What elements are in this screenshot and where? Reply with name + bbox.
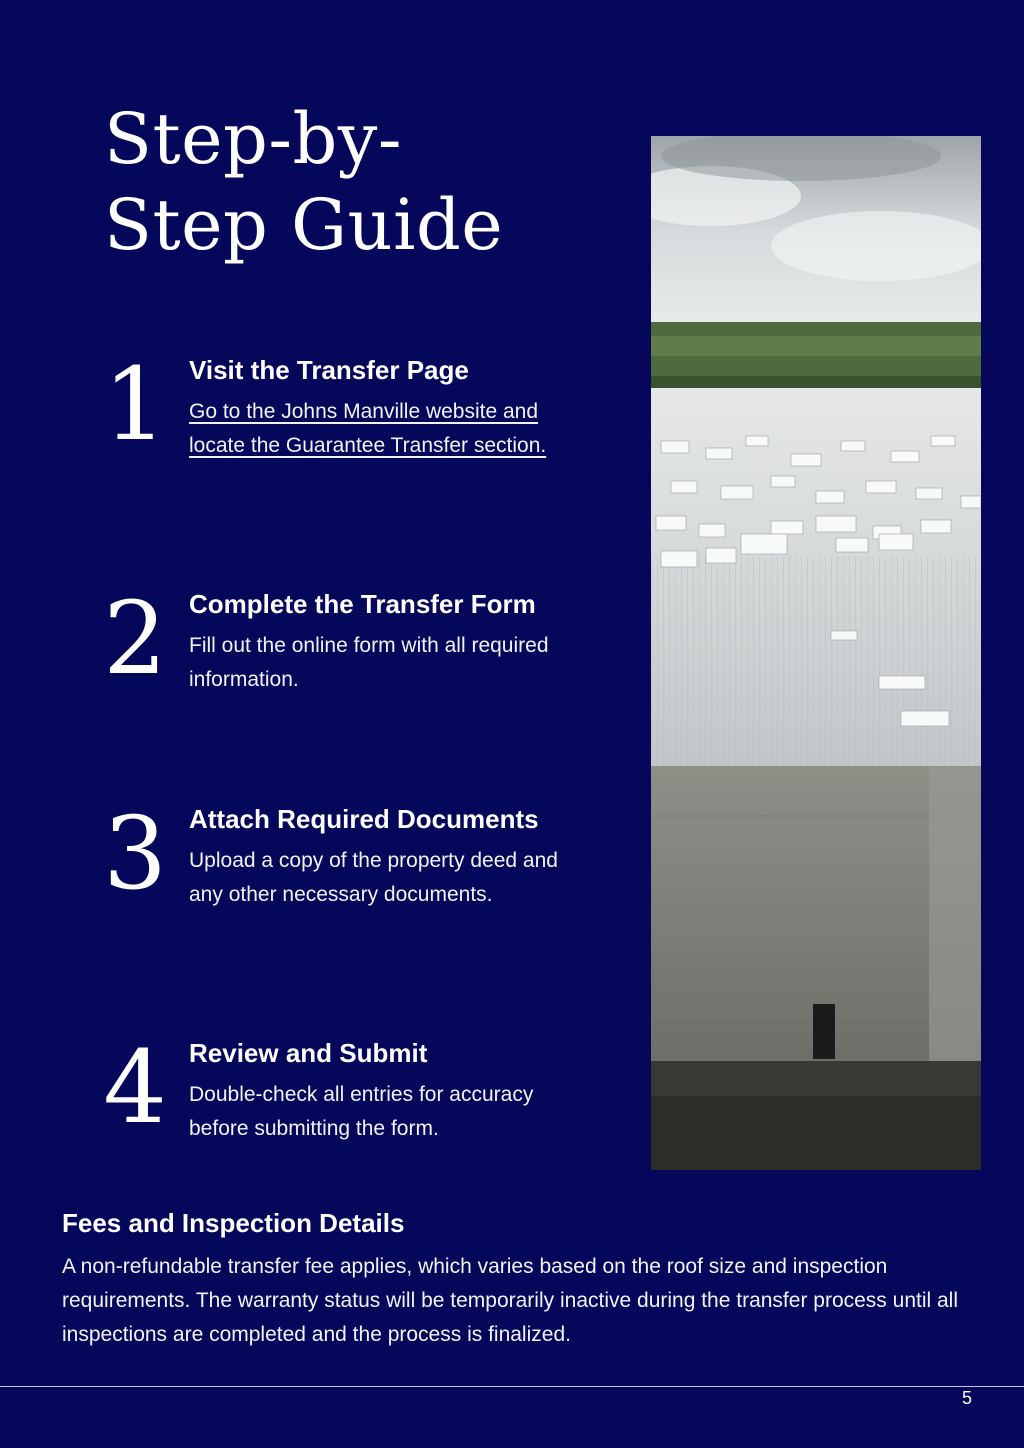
- step-heading-4: Review and Submit: [189, 1038, 428, 1068]
- page-title: [104, 96, 584, 268]
- step-body-3: Upload a copy of the property deed and any other necessary documents.: [189, 849, 558, 906]
- step-number-2: 2: [103, 580, 167, 697]
- roof-photo: [651, 136, 981, 1170]
- step-number-3: 3: [103, 795, 167, 912]
- page-number: 5: [961, 1388, 972, 1408]
- step-number-4: 4: [103, 1029, 167, 1146]
- step-number-1: 1: [103, 346, 167, 463]
- step-heading-3: Attach Required Documents: [189, 804, 539, 834]
- fees-body: A non-refundable transfer fee applies, which varies based on the roof size and inspection requirements. The warranty status will be temporarily inactive during the transfer process until all inspections are completed and the process is finalized.: [62, 1255, 959, 1346]
- footer-divider: [0, 1386, 1024, 1387]
- step-heading-2: Complete the Transfer Form: [189, 589, 536, 619]
- title-line-2: Step Guide: [104, 184, 504, 266]
- step-link-1[interactable]: Go to the Johns Manville website and locate the Guarantee Transfer section.: [189, 400, 547, 457]
- step-body-2: Fill out the online form with all required information.: [189, 634, 549, 691]
- title-line-1: Step-by-: [104, 98, 402, 180]
- fees-heading: Fees and Inspection Details: [62, 1208, 405, 1238]
- step-heading-1: Visit the Transfer Page: [189, 355, 469, 385]
- step-body-4: Double-check all entries for accuracy before submitting the form.: [189, 1083, 534, 1140]
